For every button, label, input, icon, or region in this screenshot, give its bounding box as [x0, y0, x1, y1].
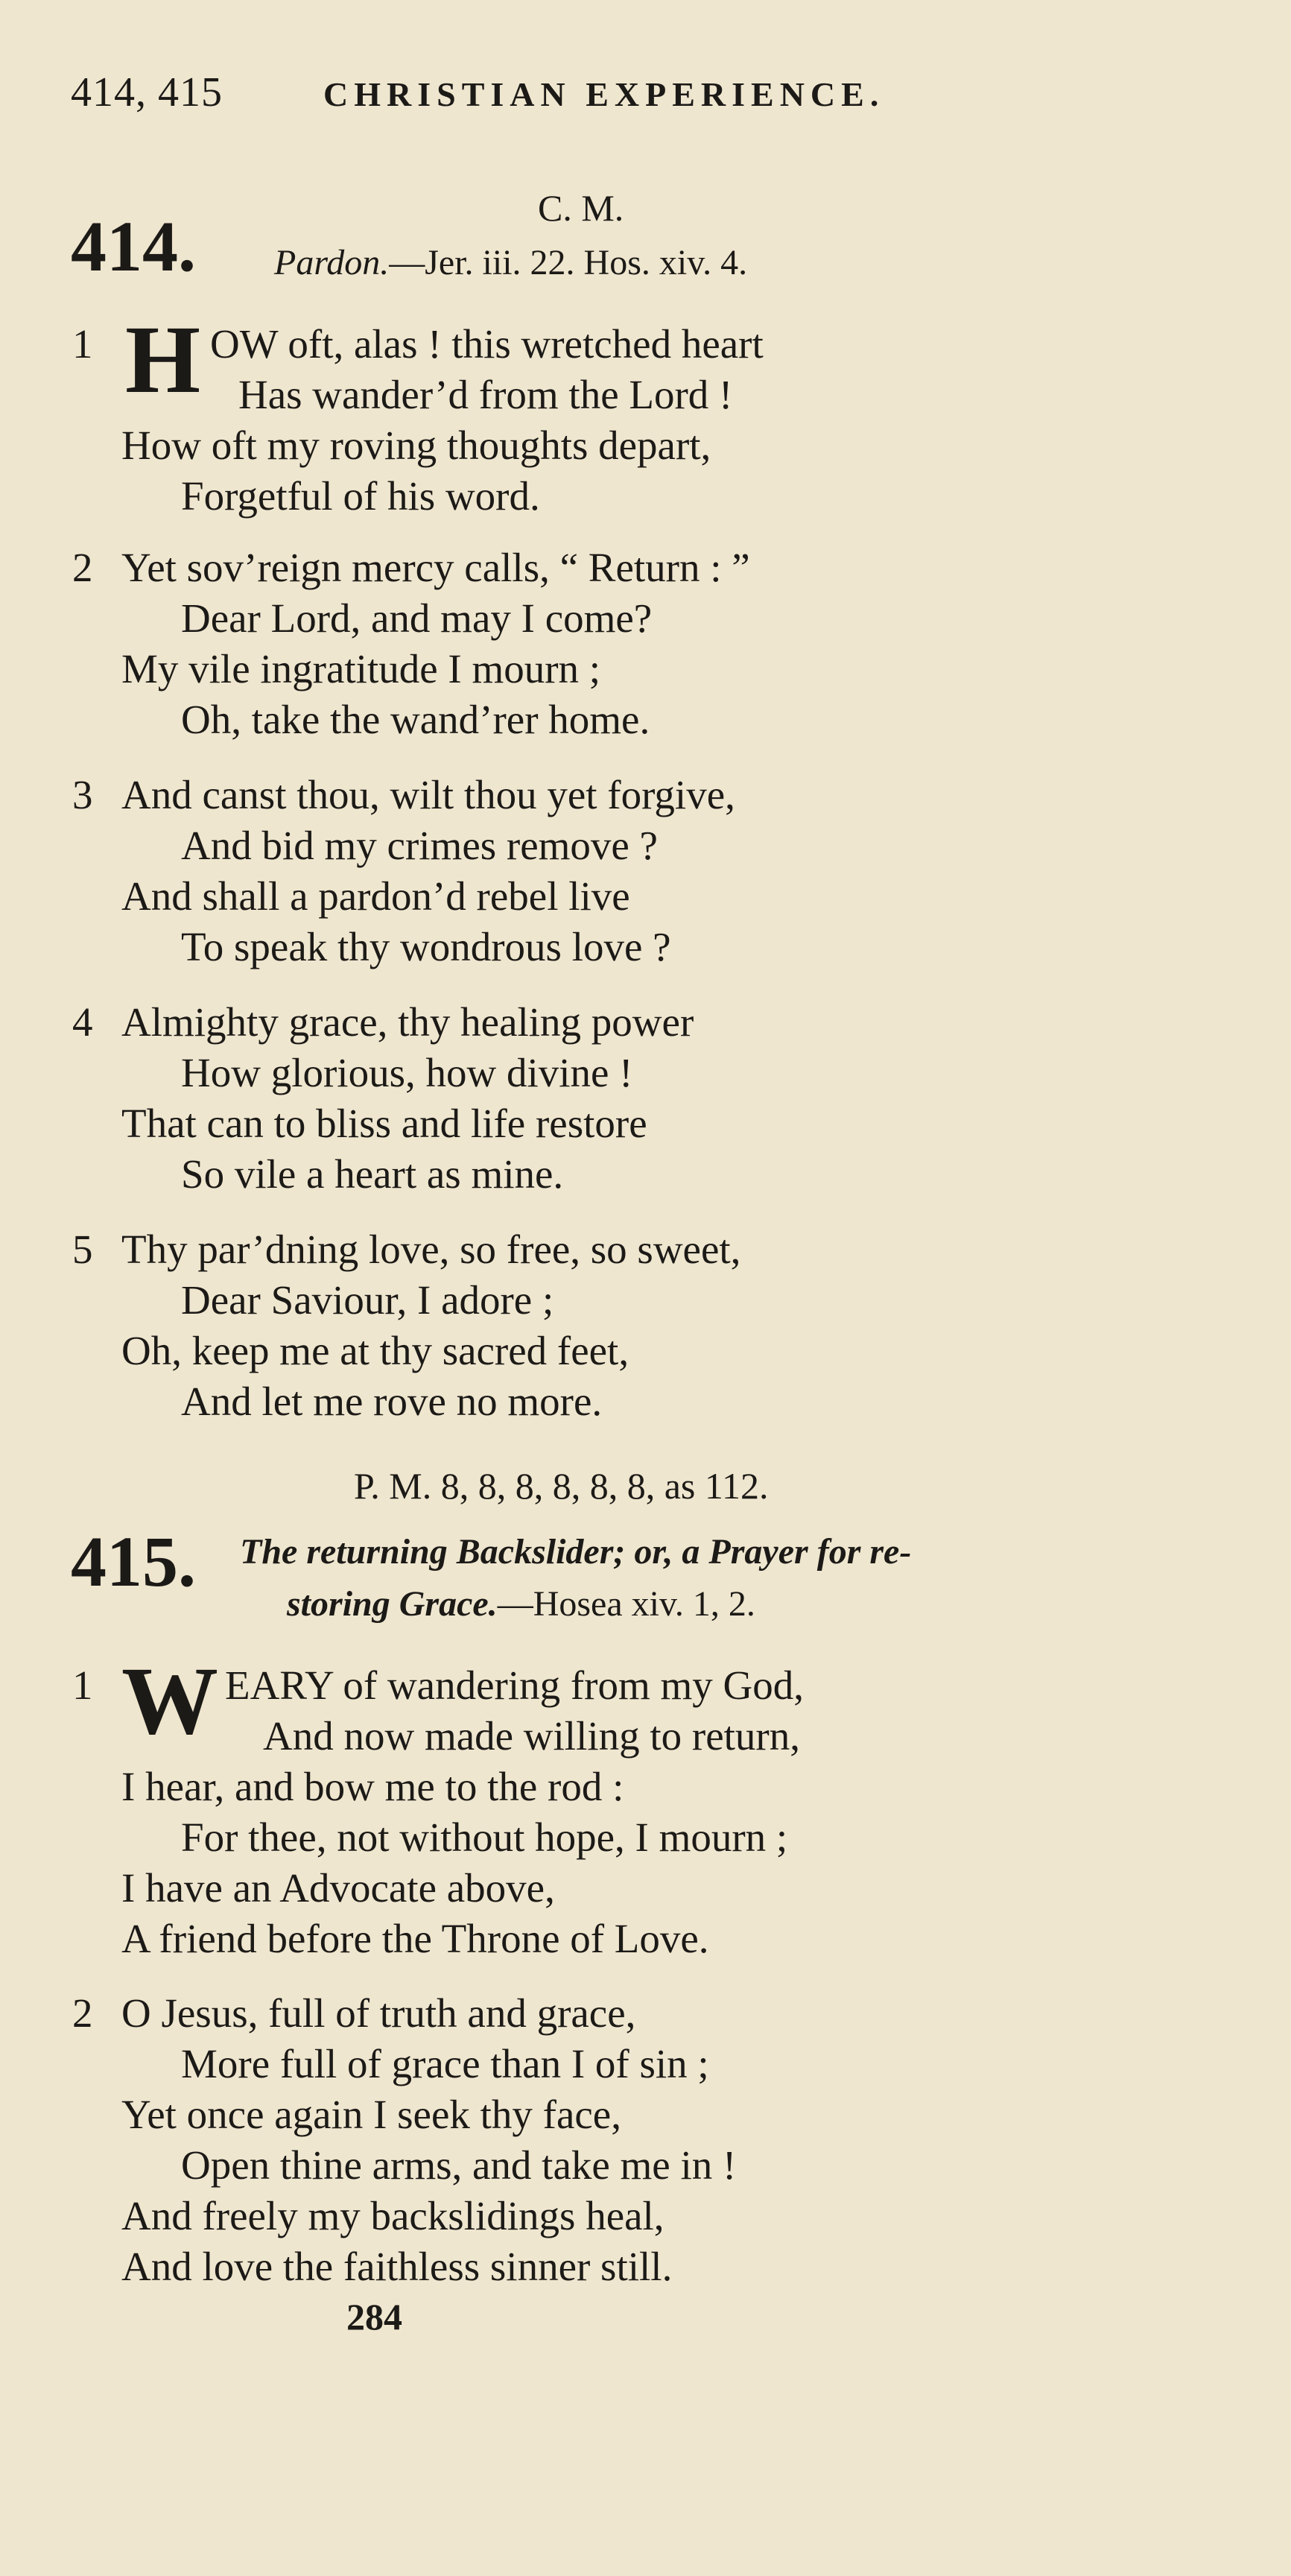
verse-line: I have an Advocate above,	[121, 1865, 555, 1911]
verse-line: Dear Lord, and may I come?	[181, 595, 653, 641]
verse-line: Oh, keep me at thy sacred feet,	[121, 1328, 629, 1373]
hymn-415-number: 415.	[71, 1522, 196, 1601]
verse-line: Oh, take the wand’rer home.	[181, 697, 650, 742]
verse-line: Yet sov’reign mercy calls, “ Return : ”	[121, 545, 750, 590]
verse-line: How oft my roving thoughts depart,	[121, 423, 711, 468]
hymn-415-subject-line-2: storing Grace.—Hosea xiv. 1, 2.	[287, 1584, 755, 1624]
verse-line: To speak thy wondrous love ?	[181, 924, 671, 969]
verse-number: 1	[72, 1662, 93, 1708]
verse-line: More full of grace than I of sin ;	[181, 2041, 709, 2086]
verse-line: Has wander’d from the Lord !	[238, 372, 733, 417]
verse-line: Thy par’dning love, so free, so sweet,	[121, 1227, 741, 1272]
verse-number: 1	[72, 321, 93, 367]
page-number: 284	[346, 2296, 402, 2338]
verse-line: Almighty grace, thy healing power	[121, 999, 694, 1045]
verse-line: How glorious, how divine !	[181, 1050, 633, 1095]
verse-line: Forgetful of his word.	[181, 473, 540, 519]
verse-number: 4	[72, 999, 93, 1045]
verse-line: And bid my crimes remove ?	[181, 823, 658, 868]
verse-number: 5	[72, 1227, 93, 1272]
hymn-415-subject-line-1: The returning Backslider; or, a Prayer for re-	[240, 1532, 912, 1572]
verse-number: 3	[72, 772, 93, 817]
hymn-414-subject	[274, 242, 747, 283]
verse-line: O Jesus, full of truth and grace,	[121, 1990, 636, 2036]
verse-line: That can to bliss and life restore	[121, 1101, 647, 1146]
verse-line: A friend before the Throne of Love.	[121, 1916, 709, 1961]
verse-line: Yet once again I seek thy face,	[121, 2092, 621, 2137]
drop-cap: H	[125, 306, 201, 414]
verse-line: EARY of wandering from my God,	[225, 1662, 805, 1708]
running-head-page-numbers: 414, 415	[71, 69, 223, 115]
hymn-414-subject-title: Pardon.	[274, 243, 390, 282]
hymn-414-number: 414.	[71, 206, 196, 286]
drop-cap: W	[121, 1648, 218, 1755]
verse-line: And shall a pardon’d rebel live	[121, 873, 630, 919]
verse-line: Open thine arms, and take me in !	[181, 2142, 737, 2188]
verse-line: Dear Saviour, I adore ;	[181, 1277, 554, 1323]
verse-line: So vile a heart as mine.	[181, 1151, 564, 1197]
hymn-415-meter: P. M. 8, 8, 8, 8, 8, 8, as 112.	[354, 1465, 769, 1507]
verse-line: And freely my backslidings heal,	[121, 2193, 664, 2238]
verse-number: 2	[72, 545, 93, 590]
running-head-title: CHRISTIAN EXPERIENCE.	[323, 75, 885, 113]
verse-line: And let me rove no more.	[181, 1379, 603, 1424]
hymn-414-subject-refs: —Jer. iii. 22. Hos. xiv. 4.	[389, 243, 748, 282]
hymn-414-meter: C. M.	[538, 187, 624, 229]
verse-number: 2	[72, 1990, 93, 2036]
verse-line: And canst thou, wilt thou yet forgive,	[121, 772, 735, 817]
running-head	[71, 69, 884, 116]
verse-line: My vile ingratitude I mourn ;	[121, 646, 601, 692]
verse-line: OW oft, alas ! this wretched heart	[210, 321, 764, 367]
verse-line: For thee, not without hope, I mourn ;	[181, 1814, 788, 1860]
verse-line: I hear, and bow me to the rod :	[121, 1764, 624, 1809]
verse-line: And now made willing to return,	[263, 1713, 800, 1759]
verse-line: And love the faithless sinner still.	[121, 2244, 673, 2289]
